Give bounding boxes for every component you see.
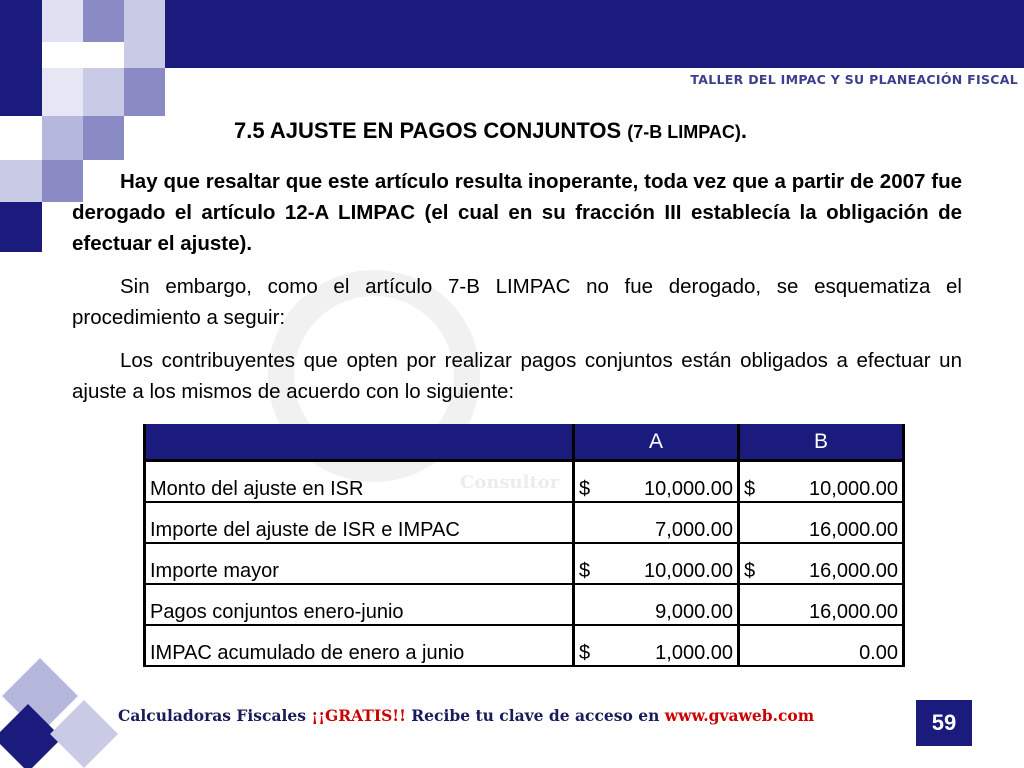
value-a: 10,000.00 (644, 478, 733, 500)
value-a: 7,000.00 (655, 519, 733, 541)
page-number: 59 (916, 700, 972, 746)
cell-b (739, 461, 904, 503)
table-header-b: B (739, 424, 904, 461)
cell-b (739, 584, 904, 625)
deco-square (124, 0, 165, 68)
deco-square (83, 116, 124, 160)
deco-square (124, 68, 165, 116)
deco-square (0, 160, 42, 202)
top-banner (165, 0, 1024, 68)
footer-free: ¡¡GRATIS!! (311, 706, 406, 725)
value-b: 16,000.00 (809, 560, 898, 582)
table-row (145, 625, 904, 666)
currency-sign: $ (579, 560, 591, 582)
row-label: Pagos conjuntos enero-junio (145, 584, 574, 625)
slide-title-sub: (7-B LIMPAC) (627, 122, 741, 142)
row-label: IMPAC acumulado de enero a junio (145, 625, 574, 666)
deco-square (0, 68, 42, 116)
cell-b (739, 502, 904, 543)
value-b: 0.00 (859, 642, 898, 664)
table-row (145, 584, 904, 625)
cell-a (574, 584, 739, 625)
watermark-text: Consultor (460, 472, 560, 493)
footer-promo (118, 706, 814, 725)
currency-sign: $ (579, 478, 591, 500)
paragraph-intro: Hay que resaltar que este artículo resulta inoperante, toda vez que a partir de 2007 fue derogado el artículo 12-A LIMPAC (el cual en su fracción III establecía la obligación de efectuar el ajuste). (72, 170, 962, 255)
cell-a (574, 502, 739, 543)
deco-square (83, 68, 124, 116)
currency-sign: $ (744, 560, 756, 582)
cell-a (574, 625, 739, 666)
value-b: 16,000.00 (809, 519, 898, 541)
cell-a (574, 461, 739, 503)
paragraph-procedure: Sin embargo, como el artículo 7-B LIMPAC no fue derogado, se esquematiza el procedimiento a seguir: (72, 275, 962, 329)
slide-title-main: 7.5 AJUSTE EN PAGOS CONJUNTOS (234, 118, 628, 143)
adjustment-table (143, 424, 905, 667)
deco-square (42, 116, 83, 160)
table-header-row (145, 424, 904, 461)
deco-square (42, 0, 83, 42)
table-row (145, 461, 904, 503)
slide-title (234, 118, 747, 144)
deco-square (83, 0, 124, 42)
table-header-label (145, 424, 574, 461)
value-a: 1,000.00 (655, 642, 733, 664)
footer-text-1: Calculadoras Fiscales (118, 706, 312, 725)
value-a: 10,000.00 (644, 560, 733, 582)
table-row (145, 543, 904, 584)
row-label: Importe del ajuste de ISR e IMPAC (145, 502, 574, 543)
cell-b (739, 543, 904, 584)
row-label: Importe mayor (145, 543, 574, 584)
deco-square (42, 68, 83, 116)
cell-b (739, 625, 904, 666)
deco-square (0, 202, 42, 252)
footer-link[interactable]: www.gvaweb.com (664, 706, 815, 725)
value-a: 9,000.00 (655, 601, 733, 623)
value-b: 16,000.00 (809, 601, 898, 623)
value-b: 10,000.00 (809, 478, 898, 500)
footer-text-2: Recibe tu clave de acceso en (405, 706, 665, 725)
cell-a (574, 543, 739, 584)
currency-sign: $ (579, 642, 591, 664)
slide-title-end: . (740, 118, 748, 143)
row-label: Monto del ajuste en ISR (145, 461, 574, 503)
table-row (145, 502, 904, 543)
header-tag: TALLER DEL IMPAC Y SU PLANEACIÓN FISCAL (690, 72, 1018, 87)
table-header-a: A (574, 424, 739, 461)
left-dark-block (0, 0, 42, 68)
paragraph-adjustment: Los contribuyentes que opten por realizar pagos conjuntos están obligados a efectuar un ajuste a los mismos de acuerdo con lo siguiente: (72, 349, 962, 403)
currency-sign: $ (744, 478, 756, 500)
